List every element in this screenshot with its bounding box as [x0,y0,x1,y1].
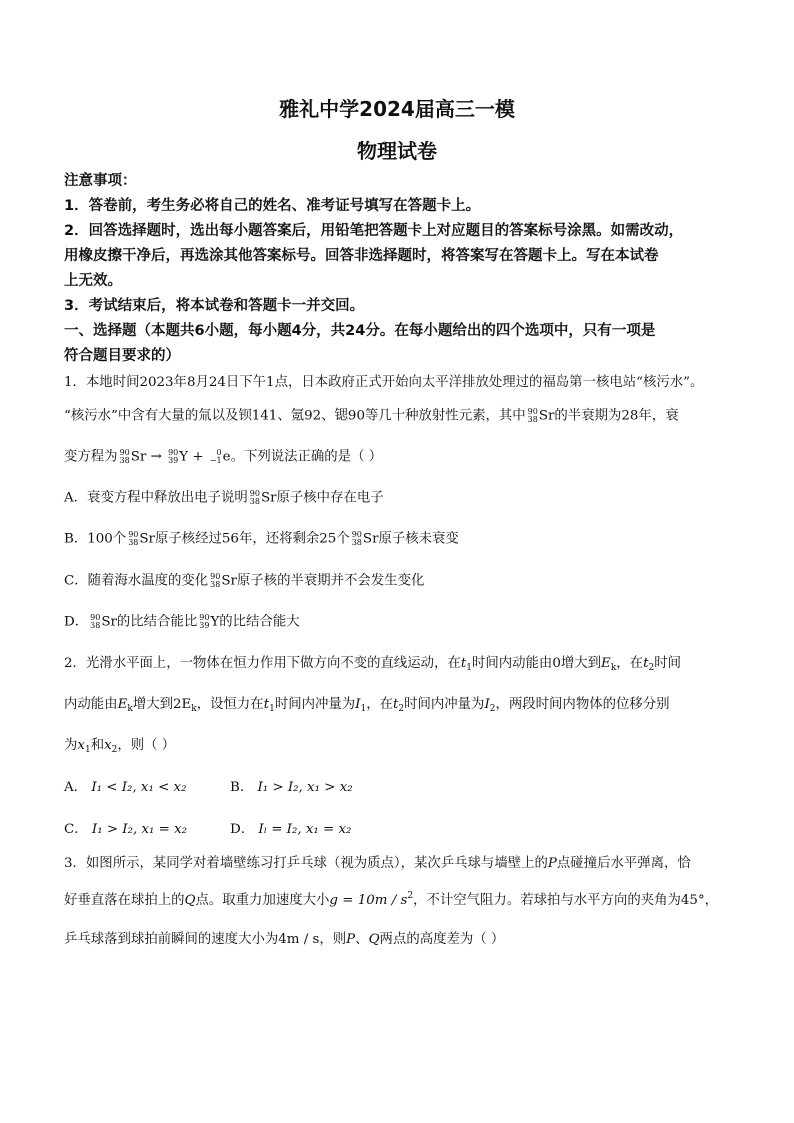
q2-option-d: D． Iₗ = I₂, x₁ = x₂ [230,822,352,837]
q3-line-2: 好垂直落在球拍上的Q点。取重力加速度大小$g = 10m / s^2$，不计空气阻力。若球拍与水平方向的夹角为45°， [64,891,719,908]
notes-item-2-line-1: 2．回答选择题时，选出每小题答案后，用铅笔把答题卡上对应题目的答案标号涂黑。如需改动， [64,223,684,239]
page-title: 雅礼中学2024届高三一模 [279,97,515,121]
q2-line-2: 内动能由$E_k$增大到$2E_k$，设恒力在$t_1$时间内冲量为$I_1$，在$t_2$时间内冲量为$I_2$，两段时间内物体的位移分别 [64,697,670,714]
isotope-sr90: 90 38 [527,407,538,424]
q1-option-a: A．衰变方程中释放出电子说明 90 38 Sr原子核中存在电子 [64,489,384,506]
arrow-icon: → [146,449,167,465]
q1-line-1: 1．本地时间2023年8月24日下午1点，日本政府正式开始向太平洋排放处理过的福岛第一核电站“核污水”。 [64,375,704,390]
q3-line-1: 3．如图所示，某同学对着墙壁练习打乒乓球（视为质点），某次乒乓球与墙壁上的P点碰撞后水平弹离，恰 [64,856,691,871]
q1-option-c: C．随着海水温度的变化 90 38 Sr原子核的半衰期并不会发生变化 [64,572,425,589]
q2-line-1: 2．光滑水平面上，一物体在恒力作用下做方向不变的直线运动，在$t_1$时间内动能由0增大到$E_k$，在$t_2$时间 [64,656,681,673]
notes-heading: 注意事项： [64,173,137,189]
q2-line-3: 为$x_1$和$x_2$，则（ ） [64,738,176,755]
q1-option-d: D． 90 38 Sr的比结合能比 90 39 Y的比结合能大 [64,613,300,630]
q2-option-a: A． I₁ < I₂, x₁ < x₂ [64,780,187,795]
notes-item-3: 3．考试结束后，将本试卷和答题卡一并交回。 [64,298,365,314]
section-heading-line-1: 一、选择题（本题共6小题，每小题4分，共24分。在每小题给出的四个选项中，只有一项是 [64,323,656,339]
q2-option-b: B． I₁ > I₂, x₁ > x₂ [230,780,353,795]
notes-item-2-line-3: 上无效。 [64,273,122,289]
q3-line-3: 乒乓球落到球拍前瞬间的速度大小为4m / s，则P、Q两点的高度差为（ ） [64,932,505,947]
q1-option-b: B．100个 90 38 Sr原子核经过56年，还将剩余25个 90 38 Sr原子核未衰变 [64,530,459,547]
section-heading-line-2: 符合题目要求的） [64,348,180,364]
q1-line-3: 变方程为 90 38 Sr → 90 39 Y + 0 −1 e。下列说法正确的是（ ） [64,448,383,465]
notes-item-1: 1．答卷前，考生务必将自己的姓名、准考证号填写在答题卡上。 [64,198,481,214]
q2-option-c: C． I₁ > I₂, x₁ = x₂ [64,822,188,837]
notes-item-2-line-2: 用橡皮擦干净后，再选涂其他答案标号。回答非选择题时，将答案写在答题卡上。写在本试卷 [64,248,659,264]
q1-line-2: “核污水”中含有大量的氚以及钡141、氪92、锶90等几十种放射性元素，其中 90 38 Sr的半衰期为28年，衰 [64,407,679,424]
page-subtitle: 物理试卷 [357,139,437,163]
